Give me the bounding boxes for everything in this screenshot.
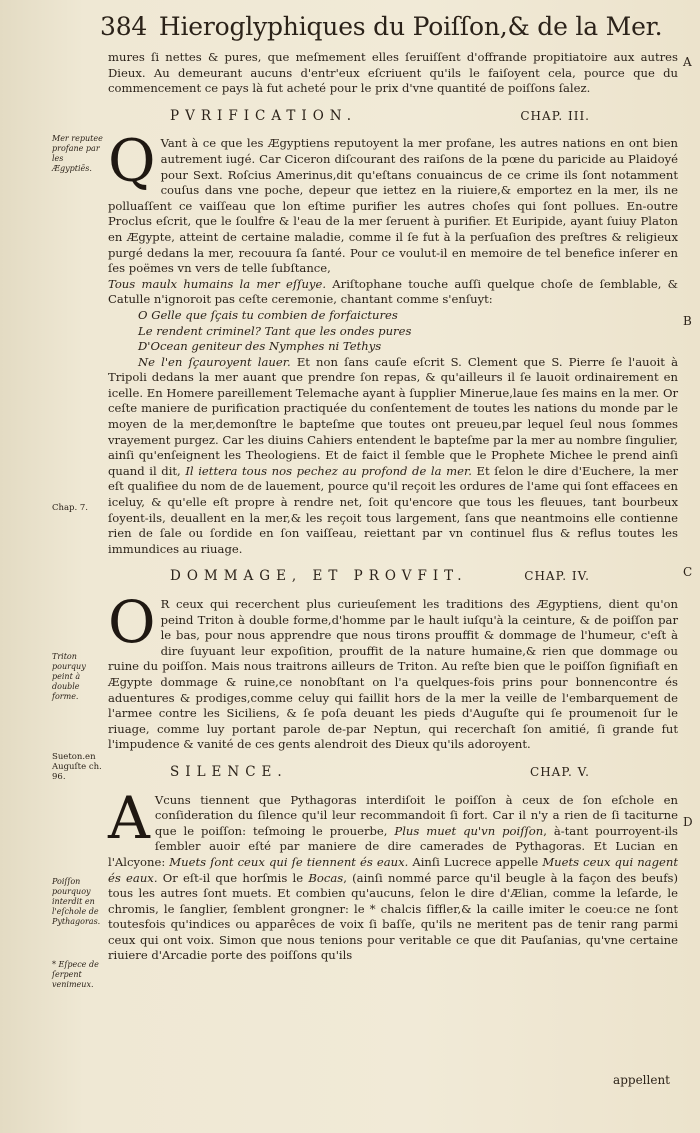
running-title: Hieroglyphiques du Poiſſon,& de la Mer. xyxy=(158,12,663,41)
chapter-label: CHAP. IV. xyxy=(524,569,590,584)
drop-cap: Q xyxy=(108,127,156,196)
section-paragraph: A Vcuns tiennent que Pythagoras interdiſoit le poiſſon à ceux de ſon eſchole en conſideration du ſilence qu'il leur recommandoit ſi fort. Car il n'y a rien de ſi taciturne que le poiſſon: teſmoing le prouerbe, Plus muet qu'vn poiſſon, à-tant pourroyent-ils ſembler auoir eſté par maniere de dire camerades de Pythagoras. Et Lucian en l'Alcyone: Muets ſont ceux qui ſe tiennent és eaux. Ainſi Lucrece appelle Muets ceux qui nagent és eaux. Or eſt-il que horſmis le Bocas, (ainſi nommé parce qu'il beugle à la façon des beufs) tous les autres ſont muets. Et combien qu'aucuns, ſelon le dire d'Ælian, comme la leſarde, le chromis, le ſanglier, ſemblent grongner: le * chalcis ſiffler,& la caille imiter le coeu:ce ne ſont toutesfois qu'indices ou apparêces de voix ſi baſſe, qu'ils ne meritent pas de tenir rang parmi ceux qui ont voix. Simon que nous tenions pour veritable ce que dit Pauſanias, qu'vne certaine riuiere d'Arcadie porte des poiſſons qu'ils xyxy=(108,783,679,963)
section-letter-b: B xyxy=(683,314,692,328)
margin-note-pythagoras: Poiſſon pourquoy interdit en l'eſchole de Pythagoras. xyxy=(52,877,101,926)
drop-cap: O xyxy=(108,588,156,656)
intro-paragraph: mures ſi nettes & pures, que meſmement elles ſeruiſſent d'offrande propitiatoire aux autres Dieux. Au demeurant aucuns d'entr'eux eſcriuent qu'ils le faiſoyent cela, pource que du commencement ce pays là fut acheté pour le prix d'vne quantité de poiſſons ſalez. xyxy=(108,50,678,96)
section-heading-purification xyxy=(108,109,678,125)
drop-cap: A xyxy=(108,783,150,852)
margin-note-mer-profane: Mer reputee profane par les Ægyptiēs. xyxy=(52,134,103,173)
quotation: Plus muet qu'vn poiſſon xyxy=(394,823,544,838)
section-title: DOMMAGE, ET PROVFIT. xyxy=(170,568,468,585)
section-heading-silence xyxy=(108,765,678,781)
section-paragraph: Ne l'en ſçauroyent lauer. Et non ſans cauſe eſcrit S. Clement que S. Pierre ſe l'auoit à Tripoli dedans la mer auant que prendre ſon repas, & qu'ailleurs il ſe lauoit ordinairement en icelle. En Homere pareillement Telemache ayant à ſupplier Minerue,laue ſes mains en la mer. Or ceſte maniere de purification practiquée du conſentement de toutes les nations du monde par le moyen de la mer,demonſtre le bapteſme que toutes ont preueu,par lequel ſeul nous ſommes vrayement purgez. Car les diuins Cahiers entendent le bapteſme par la mer au nombre ſingulier, ainſi qu'enſeignent les Theologiens. Et de faict il ſemble que le Prophete Michee le prend ainſi quand il dit, Il iettera tous nos pechez au profond de la mer. Et ſelon le dire d'Euchere, la mer eſt qualifiee du nom de de lauement, pource qu'il reçoit les ordures de l'ame qui ſont effacees en iceluy, & qu'elle eſt propre à rendre net, ſoit qu'encore que tous les fleuues, tant bourbeux ſoyent-ils, deuallent en la mer,& les reçoit tous largement, ſans que neantmoins elle contienne rien de ſale ou ſordide en ſon vaiſſeau, reiettant par vn continuel flus & reflus toutes les immundices au riuage. xyxy=(108,354,679,556)
quotation: Tous maulx humains la mer eſſuye. xyxy=(108,276,327,291)
catchword: appellent xyxy=(613,1073,670,1087)
chapter-label: CHAP. III. xyxy=(520,108,590,123)
margin-note-serpent: * Eſpece de ſerpent venimeux. xyxy=(52,960,99,989)
section-title: PVRIFICATION. xyxy=(170,107,358,124)
main-text xyxy=(108,50,678,964)
section-heading-dommage xyxy=(108,569,678,585)
chapter-label: CHAP. V. xyxy=(530,764,590,779)
section-letter-d: D xyxy=(683,815,693,829)
margin-note-chap7: Chap. 7. xyxy=(52,503,89,513)
quotation: Il iettera tous nos pechez au profond de la mer. xyxy=(185,463,472,478)
section-paragraph: O R ceux qui recerchent plus curieuſement les traditions des Ægyptiens, dient qu'on peind Triton à double forme,d'homme par le hault iuſqu'à la ceinture, & de poiſſon par le bas, pour nous apprendre que nous tirons prouffit & dommage de l'humeur, c'eſt à dire ſuyuant leur expoſition, prouffit de la nature humaine,& rien que dommage ou ruine du poiſſon. Mais nous traitrons ailleurs de Triton. Au reſte bien que le poiſſon ſignifiaſt en Ægypte dommage & ruine,ce nonobſtant on l'a quelques-fois prins pour bonnencontre és aduentures & prodiges,comme celuy qui faillit hors de la mer la veille de l'embarquement de l'armee contre les Siciliens, & ſe poſa deuant les pieds d'Auguſte qui ſe proumenoit ſur le riuage, comme luy portant parole de-par Neptun, qui recerchaſt ſon amitié, ſi grande fut l'impudence & vanité de ces gents alendroit des Dieux qu'ils adoroyent. xyxy=(108,588,678,752)
section-letter-a: A xyxy=(683,55,692,69)
quotation: Muets ſont ceux qui ſe tiennent és eaux. xyxy=(169,854,409,869)
margin-note-triton: Triton pourquy peint à double forme. xyxy=(52,652,86,701)
quotation: Bocas xyxy=(308,870,344,885)
margin-note-sueton: Sueton.en Auguſte ch. 96. xyxy=(52,752,102,782)
section-title: SILENCE. xyxy=(170,763,288,780)
verse-quotation: O Gelle que ſçais tu combien de forfaictures Le rendent criminel? Tant que les ondes pures D'Ocean geniteur des Nymphes ni Tethys xyxy=(138,307,412,354)
quotation: Muets ceux qui nagent és eaux. xyxy=(108,854,678,885)
section-paragraph: Q Vant à ce que les Ægyptiens reputoyent la mer profane, les autres nations en ont bien autrement iugé. Car Ciceron diſcourant des raiſons de la pœne du paricide au Plaidoyé pour Sext. Roſcius Amerinus,dit qu'eſtans conuaincus de ce crime ils ſont notamment couſus dans vne poche, depeur que iettez en la riuiere,& emportez en la mer, ils ne polluaſſent ce vaiſſeau que lon eſtime purifier les autres choſes qui ſont pollues. En-outre Proclus eſcrit, que le ſoulfre & l'eau de la mer ſeruent à purifier. Et Euripide, ayant ſuiuy Platon en Ægypte, atteint de certaine maladie, comme il ſe fut à la perſuaſion des preſtres & religieux purgé dedans la mer, recouura ſa ſanté. Pour ce voulut-il en memoire de tel benefice inſerer en ſes poëmes vn vers de telle ſubſtance, Tous maulx humains la mer eſſuye. Ariſtophane touche auſſi quelque choſe de ſemblable, & Catulle n'ignoroit pas ceſte ceremonie, chantant comme s'enſuyt: xyxy=(108,127,679,307)
section-letter-c: C xyxy=(683,565,693,579)
page-number: 384 xyxy=(100,12,148,41)
running-header xyxy=(100,12,685,42)
